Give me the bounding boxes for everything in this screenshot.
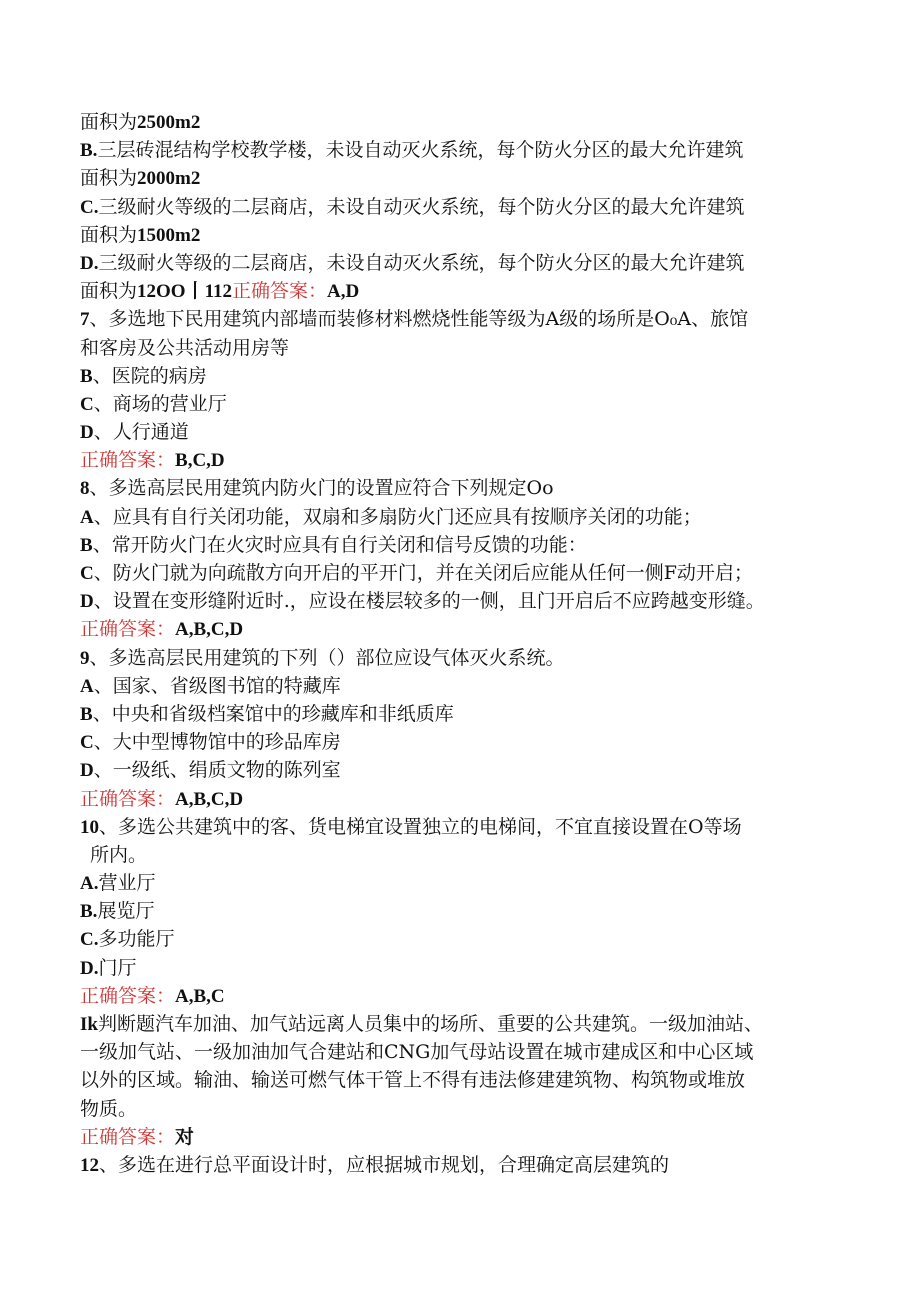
- line-text: 、中央和省级档案馆中的珍藏库和非纸质库: [92, 702, 454, 725]
- line-text: 、应具有自行关闭功能，双扇和多扇防火门还应具有按顺序关闭的功能；: [93, 505, 702, 528]
- line-bold-text: D: [80, 760, 94, 782]
- answer-value: A,B,C,D: [175, 788, 244, 810]
- line-text: 面积为: [80, 167, 138, 190]
- text-line: [80, 390, 850, 418]
- text-line: [80, 841, 850, 869]
- answer-label: 正确答案：: [80, 449, 176, 472]
- text-line: [80, 305, 850, 333]
- text-line: [80, 1066, 850, 1094]
- line-text: 门厅: [98, 956, 137, 979]
- text-line: [80, 277, 850, 305]
- line-bold-text: 7: [80, 309, 90, 331]
- answer-line: [80, 615, 850, 643]
- text-line: [80, 1095, 850, 1123]
- text-line: [80, 587, 850, 615]
- line-text: 判断题汽车加油、加气站远离人员集中的场所、重要的公共建筑。一级加油站、: [97, 1013, 763, 1035]
- text-line: [80, 249, 850, 277]
- line-text: 多功能厅: [98, 928, 175, 951]
- answer-value: B,C,D: [175, 450, 225, 472]
- text-line: [80, 954, 850, 982]
- line-text: 展览厅: [97, 900, 155, 923]
- line-text: 以外的区域。输油、输送可燃气体干管上不得有违法修建建筑物、构筑物或堆放: [80, 1069, 746, 1092]
- answer-label: 正确答案：: [80, 787, 176, 810]
- text-line: [80, 756, 850, 784]
- text-line: [80, 193, 850, 221]
- text-line: [80, 136, 850, 164]
- answer-line: [80, 446, 850, 474]
- text-line: [80, 700, 850, 728]
- line-text: 、商场的营业厅: [93, 392, 227, 415]
- line-text: 、多选高层民用建筑内防火门的设置应符合下列规定Oo: [89, 477, 554, 500]
- line-bold-text: D: [80, 591, 94, 613]
- line-bold-text: 9: [80, 647, 90, 669]
- line-bold-text: C: [80, 563, 94, 584]
- line-bold-text: D: [80, 422, 94, 444]
- text-line: [80, 728, 850, 756]
- text-line: [80, 813, 850, 841]
- line-text: 三层砖混结构学校教学楼，未设自动灭火系统，每个防火分区的最大允许建筑: [97, 139, 744, 162]
- line-text: 、多选地下民用建筑内部墙而装修材料燃烧性能等级为A级的场所是O₀A、旅馆: [89, 308, 749, 331]
- line-bold-text: B: [80, 534, 93, 556]
- line-bold-text: 10: [80, 816, 99, 838]
- line-text: 、医院的病房: [92, 364, 207, 387]
- line-bold-text: 12: [80, 1154, 99, 1176]
- answer-value: A,D: [327, 281, 360, 303]
- line-bold-text: A.: [80, 873, 99, 895]
- line-text: 物质。: [80, 1097, 138, 1120]
- line-text: 、一级纸、绢质文物的陈列室: [93, 759, 341, 782]
- line-bold-text: C.: [80, 929, 99, 951]
- text-line: [80, 1038, 850, 1066]
- line-bold-text: Ik: [80, 1014, 98, 1035]
- answer-line: [80, 982, 850, 1010]
- line-text: 三级耐火等级的二层商店，未设自动灭火系统，每个防火分区的最大允许建筑: [98, 251, 745, 274]
- answer-label: 正确答案：: [232, 280, 328, 303]
- line-bold-text: 8: [80, 478, 90, 500]
- line-text: 所内。: [90, 843, 148, 866]
- line-text: 、常开防火门在火灾时应具有自行关闭和信号反馈的功能：: [92, 533, 587, 556]
- line-text: 面积为: [80, 111, 138, 133]
- text-line: [80, 672, 850, 700]
- line-text: 、国家、省级图书馆的特藏库: [93, 674, 341, 697]
- line-bold-text: C.: [80, 196, 99, 218]
- line-bold-text: 12OO丨112: [137, 281, 233, 303]
- text-line: [80, 418, 850, 446]
- line-bold-text: 2000m2: [137, 168, 201, 190]
- text-line: [80, 221, 850, 249]
- line-text: 面积为: [80, 223, 138, 246]
- text-line: [80, 1151, 850, 1179]
- text-line: [80, 334, 850, 362]
- line-text: 面积为: [80, 280, 138, 303]
- line-text: 、防火门就为向疏散方向开启的平开门，并在关闭后应能从任何一侧F动开启；: [93, 562, 753, 584]
- line-text: 、设置在变形缝附近时.，应设在楼层较多的一侧，且门开启后不应跨越变形缝。: [93, 590, 765, 613]
- line-bold-text: B: [80, 365, 93, 387]
- text-line: [80, 474, 850, 502]
- answer-value: A,B,C,D: [175, 619, 244, 641]
- document-page: [80, 108, 850, 1179]
- line-text: 一级加气站、一级加油加气合建站和CNG加气母站设置在城市建成区和中心区域: [80, 1041, 754, 1064]
- answer-label: 正确答案：: [80, 984, 176, 1007]
- line-text: 营业厅: [98, 872, 156, 895]
- text-line: [80, 644, 850, 672]
- answer-value: 对: [175, 1126, 195, 1148]
- answer-line: [80, 1123, 850, 1151]
- line-bold-text: D.: [80, 252, 99, 274]
- line-bold-text: A: [80, 506, 94, 528]
- line-text: 、多选在进行总平面设计时，应根据城市规划，合理确定高层建筑的: [99, 1153, 670, 1176]
- line-text: 和客房及公共活动用房等: [80, 336, 290, 359]
- line-bold-text: C: [80, 732, 94, 754]
- text-line: [80, 925, 850, 953]
- line-bold-text: C: [80, 393, 94, 415]
- text-line: [80, 362, 850, 390]
- line-text: 、多选公共建筑中的客、货电梯宜设置独立的电梯间，不宜直接设置在O等场: [99, 815, 742, 838]
- text-line: [80, 531, 850, 559]
- line-bold-text: D.: [80, 957, 99, 979]
- text-line: [80, 559, 850, 587]
- text-line: [80, 164, 850, 192]
- line-bold-text: B: [80, 703, 93, 725]
- text-line: [80, 108, 850, 136]
- line-bold-text: 1500m2: [137, 224, 201, 246]
- answer-label: 正确答案：: [80, 618, 176, 641]
- answer-value: A,B,C: [175, 985, 225, 1007]
- line-bold-text: A: [80, 675, 94, 697]
- line-text: 、人行通道: [93, 421, 189, 444]
- line-text: 、大中型博物馆中的珍品库房: [93, 731, 341, 754]
- text-line: [80, 897, 850, 925]
- line-bold-text: B.: [80, 901, 98, 923]
- text-line: [80, 869, 850, 897]
- text-line: [80, 1010, 850, 1038]
- line-bold-text: 2500m2: [137, 112, 201, 133]
- text-line: [80, 503, 850, 531]
- line-text: 、多选高层民用建筑的下列（）部位应设气体灭火系统。: [89, 646, 565, 669]
- answer-line: [80, 785, 850, 813]
- line-bold-text: B.: [80, 140, 98, 162]
- line-text: 三级耐火等级的二层商店，未设自动灭火系统，每个防火分区的最大允许建筑: [98, 195, 745, 218]
- answer-label: 正确答案：: [80, 1125, 176, 1148]
